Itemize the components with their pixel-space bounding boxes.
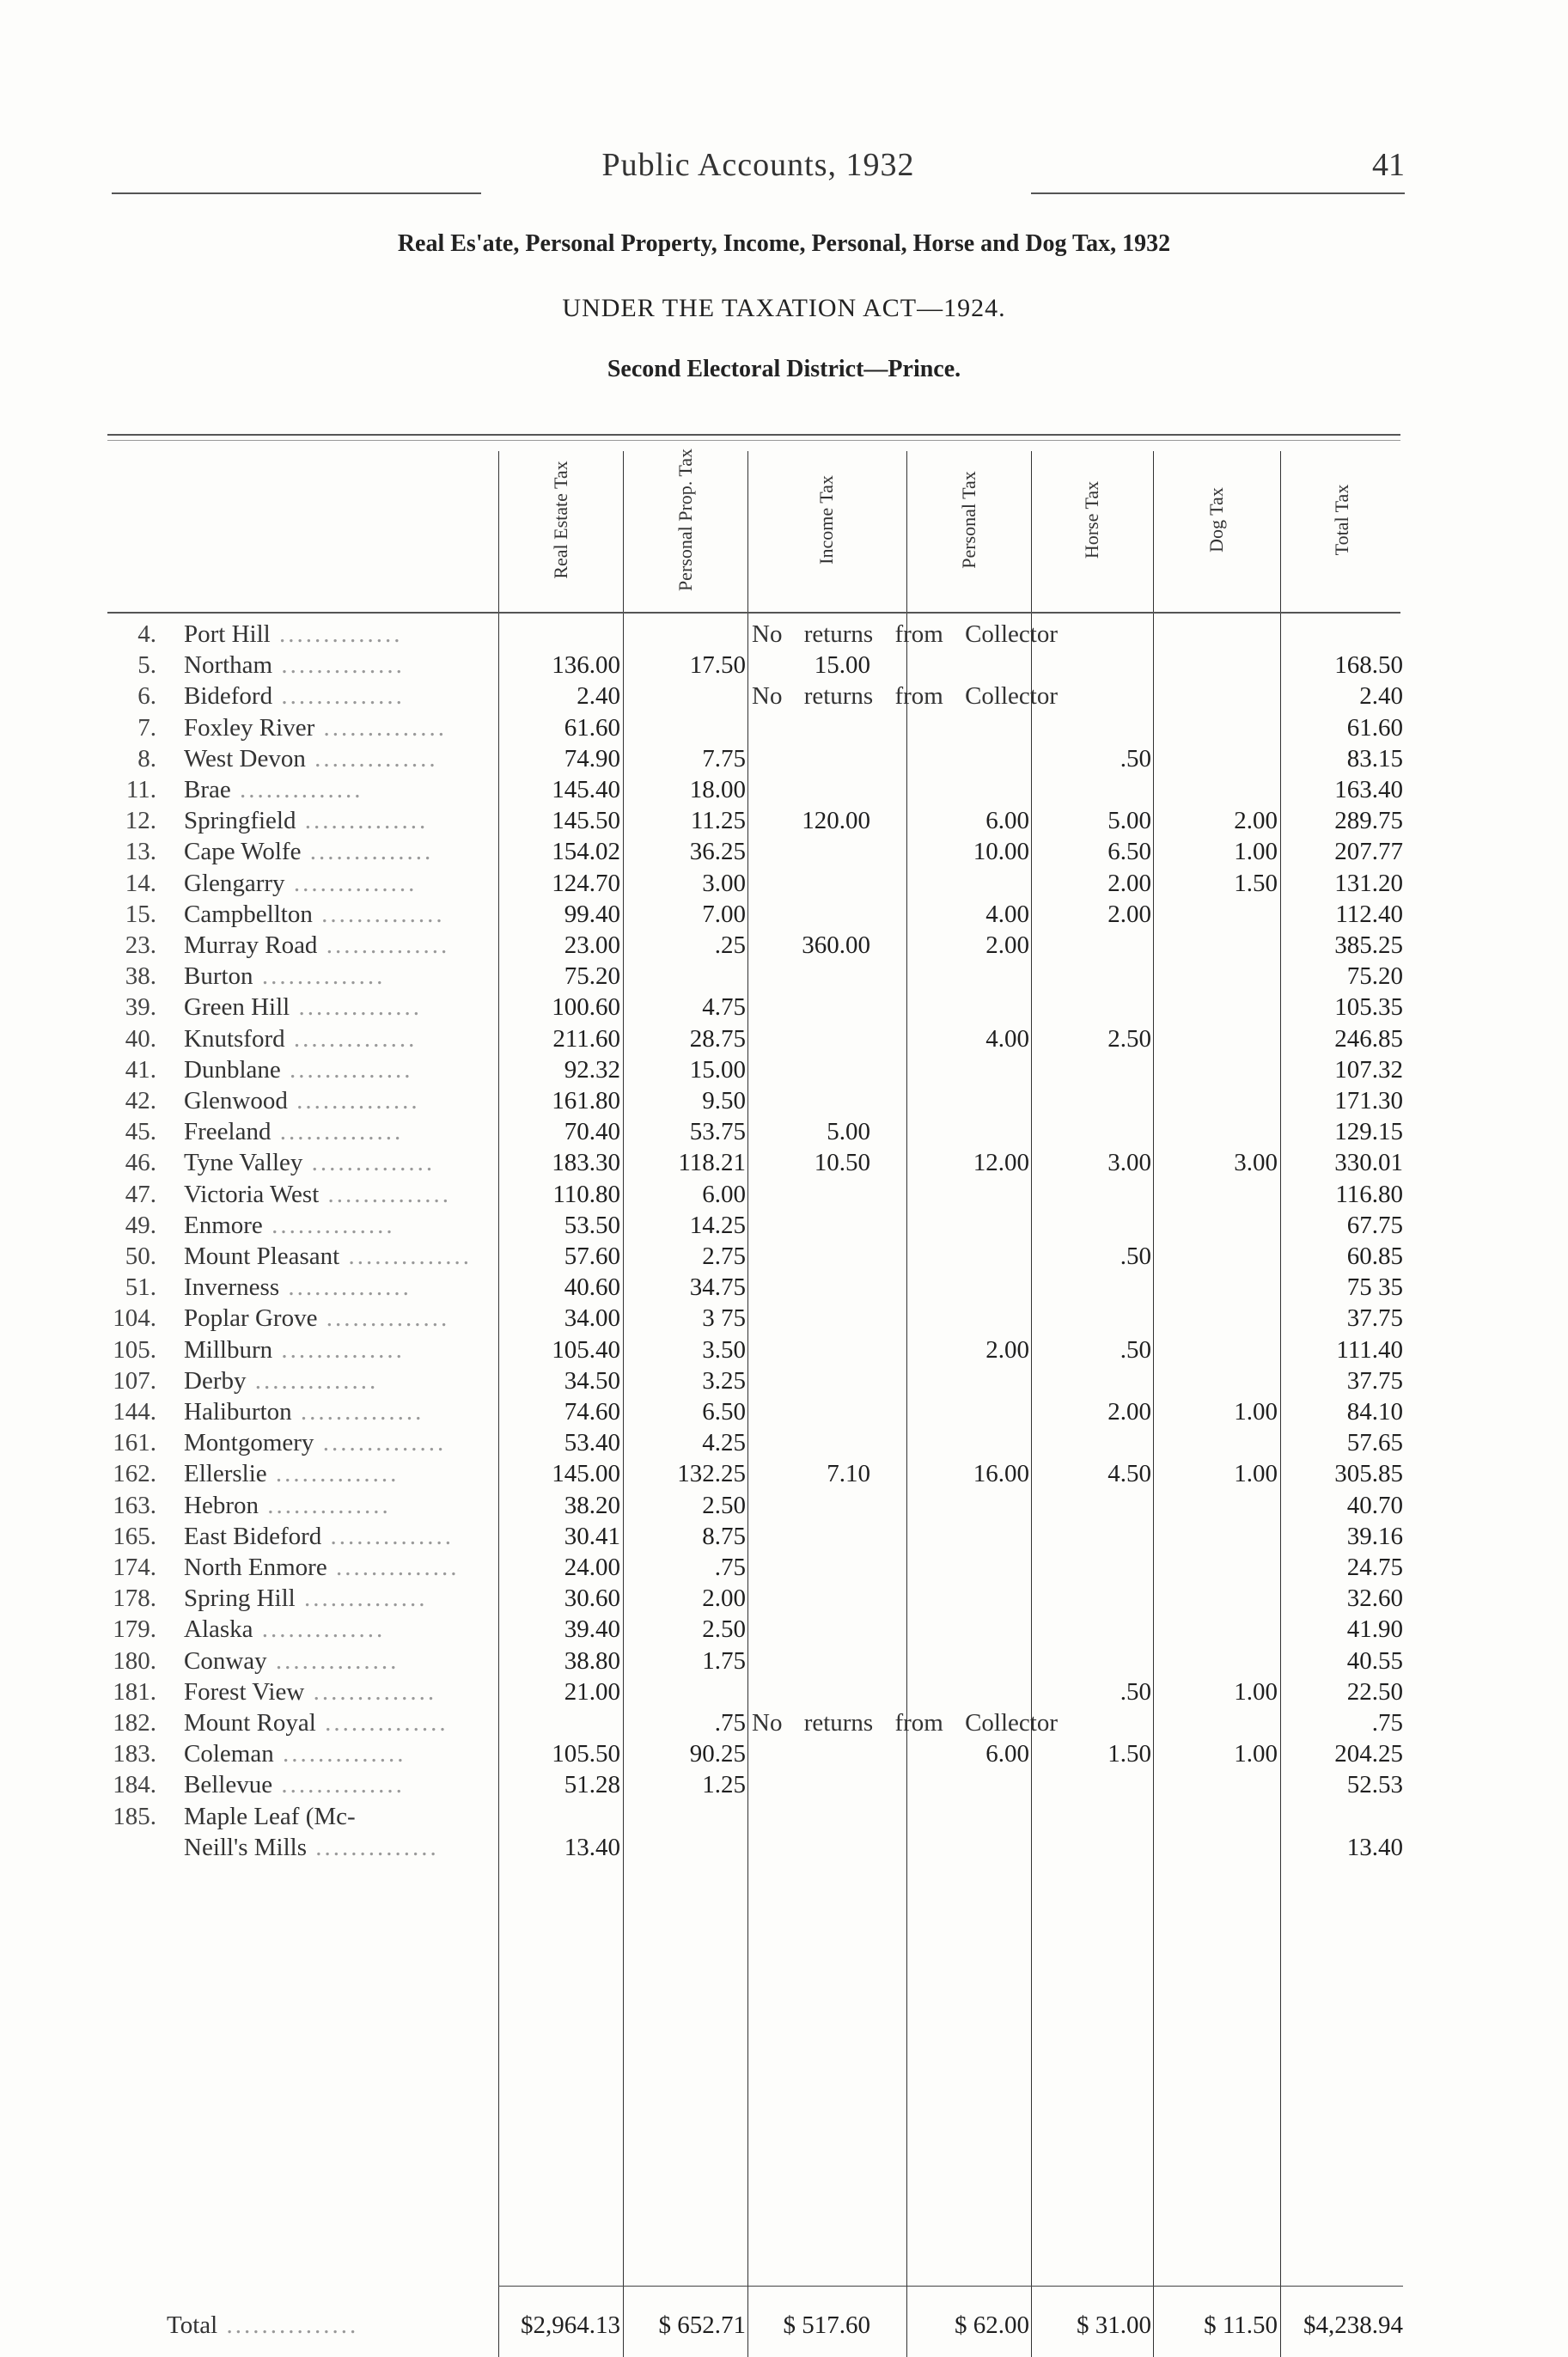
cell-dog: 1.00 <box>1234 1677 1278 1706</box>
cell-pp: 18.00 <box>689 776 746 803</box>
cell-pp: 4.75 <box>702 993 746 1022</box>
cell-pp: 2.50 <box>702 1615 746 1644</box>
table-row <box>0 1832 1568 1863</box>
table-row <box>0 650 1568 681</box>
cell-re: 105.50 <box>552 1740 620 1768</box>
row-number: 105. <box>113 1335 156 1364</box>
row-number: 8. <box>137 744 156 772</box>
cell-pp: 2.75 <box>702 1243 746 1270</box>
table-row <box>0 681 1568 711</box>
table-title: Real Es'ate, Personal Property, Income, Personal, Horse and Dog Tax, 1932 <box>397 230 1171 257</box>
cell-tot: 171.30 <box>1334 1087 1403 1114</box>
cell-tot: 2.40 <box>1359 682 1403 711</box>
table-row <box>0 805 1568 836</box>
district-name: Bideford .............. <box>184 682 405 711</box>
cell-horse: .50 <box>1120 1335 1151 1364</box>
cell-re: 23.00 <box>564 931 620 959</box>
cell-tot: 13.40 <box>1346 1833 1403 1861</box>
totals-rule <box>498 2286 1403 2287</box>
row-number: 23. <box>125 931 156 959</box>
cell-re: 30.41 <box>564 1522 620 1550</box>
district-name: Millburn .............. <box>184 1335 405 1364</box>
row-number: 40. <box>125 1024 156 1053</box>
total-income: $ 517.60 <box>783 2311 870 2339</box>
column-header-dog-tax: Dog Tax <box>1205 487 1227 553</box>
row-number: 7. <box>137 713 156 742</box>
district-name: North Enmore .............. <box>184 1554 460 1581</box>
cell-tot: 289.75 <box>1334 807 1403 835</box>
table-row <box>0 961 1568 992</box>
total-horse: $ 31.00 <box>1077 2311 1151 2339</box>
cell-pers: 2.00 <box>985 931 1029 959</box>
cell-re: 110.80 <box>552 1180 620 1208</box>
row-number: 144. <box>113 1398 156 1426</box>
cell-inc: 120.00 <box>802 807 870 835</box>
cell-horse: 2.00 <box>1107 869 1151 897</box>
cell-re: 2.40 <box>577 682 620 711</box>
row-number: 104. <box>113 1304 156 1333</box>
table-row <box>0 1707 1568 1738</box>
row-number: 50. <box>125 1243 156 1270</box>
row-number: 51. <box>125 1273 156 1302</box>
cell-pers: 6.00 <box>985 1740 1029 1768</box>
cell-pp: .75 <box>714 1709 746 1737</box>
cell-horse: 3.00 <box>1107 1149 1151 1177</box>
cell-horse: 5.00 <box>1107 807 1151 835</box>
cell-inc: 10.50 <box>814 1149 870 1177</box>
cell-re: 161.80 <box>552 1087 620 1114</box>
row-number: 39. <box>125 993 156 1022</box>
cell-pp: 11.25 <box>690 807 746 835</box>
row-number: 183. <box>113 1740 156 1768</box>
district-name: Derby .............. <box>184 1366 379 1395</box>
district-name: Conway .............. <box>184 1646 400 1675</box>
district-name: Springfield .............. <box>184 807 429 835</box>
cell-re: 183.30 <box>552 1149 620 1177</box>
cell-tot: 204.25 <box>1334 1740 1403 1768</box>
table-row <box>0 1583 1568 1614</box>
cell-dog: 2.00 <box>1234 807 1278 835</box>
cell-pp: 17.50 <box>689 651 746 680</box>
row-number: 45. <box>125 1118 156 1146</box>
row-number: 11. <box>125 776 156 803</box>
cell-re: 92.32 <box>564 1055 620 1084</box>
cell-dog: 1.00 <box>1234 1460 1278 1488</box>
header-bottom-rule <box>107 612 1400 614</box>
total-personal-prop: $ 652.71 <box>658 2311 746 2339</box>
table-row <box>0 899 1568 930</box>
cell-tot: 32.60 <box>1346 1585 1403 1613</box>
table-row <box>0 930 1568 961</box>
table-row <box>0 868 1568 899</box>
cell-tot: 57.65 <box>1346 1429 1403 1457</box>
total-total-tax: $4,238.94 <box>1303 2311 1403 2339</box>
cell-horse: 6.50 <box>1107 838 1151 866</box>
cell-tot: 112.40 <box>1335 900 1403 928</box>
cell-pp: 132.25 <box>677 1460 746 1488</box>
cell-tot: 37.75 <box>1346 1366 1403 1395</box>
district-name: Alaska .............. <box>184 1615 386 1644</box>
district-name: Campbellton .............. <box>184 900 445 928</box>
district-name: Enmore .............. <box>184 1211 395 1239</box>
cell-re: 38.20 <box>564 1491 620 1519</box>
row-number: 163. <box>113 1491 156 1519</box>
cell-tot: 61.60 <box>1346 713 1403 742</box>
table-row <box>0 1521 1568 1552</box>
table-row <box>0 1054 1568 1085</box>
cell-pers: 16.00 <box>973 1460 1029 1488</box>
cell-pp: 28.75 <box>689 1024 746 1053</box>
cell-re: 38.80 <box>564 1646 620 1675</box>
cell-pp: 6.50 <box>702 1398 746 1426</box>
cell-pp: 2.50 <box>702 1491 746 1519</box>
cell-pp: 8.75 <box>702 1522 746 1550</box>
row-number: 161. <box>113 1429 156 1457</box>
cell-tot: 207.77 <box>1334 838 1403 866</box>
cell-pp: 3.00 <box>702 869 746 897</box>
cell-re: 21.00 <box>564 1677 620 1706</box>
table-row <box>0 836 1568 867</box>
cell-tot: 41.90 <box>1346 1615 1403 1644</box>
table-row <box>0 992 1568 1023</box>
column-header-real-estate-tax: Real Estate Tax <box>550 461 571 579</box>
district-title: Second Electoral District—Prince. <box>607 356 961 382</box>
district-name: Glenwood .............. <box>184 1087 420 1114</box>
district-name: Foxley River .............. <box>184 713 447 742</box>
cell-inc: 15.00 <box>814 651 870 680</box>
row-number: 49. <box>125 1211 156 1239</box>
row-number: 14. <box>125 869 156 897</box>
cell-pp: 9.50 <box>702 1087 746 1114</box>
row-number: 174. <box>113 1554 156 1581</box>
cell-pp: 15.00 <box>689 1055 746 1084</box>
row-number: 13. <box>125 838 156 866</box>
cell-dog: 1.50 <box>1234 869 1278 897</box>
cell-re: 154.02 <box>552 838 620 866</box>
table-row <box>0 1614 1568 1645</box>
cell-tot: 168.50 <box>1334 651 1403 680</box>
no-returns-note: No returns from Collector <box>752 1709 1059 1737</box>
cell-dog: 1.00 <box>1234 1740 1278 1768</box>
running-title: Public Accounts, 1932 <box>601 147 915 183</box>
row-number: 46. <box>125 1149 156 1177</box>
cell-re: 40.60 <box>564 1273 620 1302</box>
district-name: Forest View .............. <box>184 1677 437 1706</box>
cell-tot: 83.15 <box>1346 744 1403 772</box>
total-personal: $ 62.00 <box>955 2311 1029 2339</box>
cell-tot: 111.40 <box>1336 1335 1403 1364</box>
district-name: Glengarry .............. <box>184 869 418 897</box>
district-name: Port Hill .............. <box>184 620 403 648</box>
cell-re: 39.40 <box>564 1615 620 1644</box>
cell-re: 34.00 <box>564 1304 620 1333</box>
cell-dog: 3.00 <box>1234 1149 1278 1177</box>
district-name: Dunblane .............. <box>184 1055 413 1084</box>
cell-tot: 131.20 <box>1334 869 1403 897</box>
row-number: 185. <box>113 1802 156 1830</box>
cell-tot: 163.40 <box>1334 776 1403 803</box>
district-name: Coleman .............. <box>184 1740 406 1768</box>
row-number: 107. <box>113 1366 156 1395</box>
cell-re: 24.00 <box>564 1554 620 1581</box>
cell-re: 51.28 <box>564 1771 620 1799</box>
cell-pers: 2.00 <box>985 1335 1029 1364</box>
cell-tot: 24.75 <box>1346 1554 1403 1581</box>
table-subtitle: UNDER THE TAXATION ACT—1924. <box>562 294 1006 322</box>
cell-pp: 1.75 <box>702 1646 746 1675</box>
row-number: 12. <box>125 807 156 835</box>
cell-re: 75.20 <box>564 962 620 991</box>
district-name: Haliburton .............. <box>184 1398 424 1426</box>
row-number: 178. <box>113 1585 156 1613</box>
total-real-estate: $2,964.13 <box>521 2311 620 2339</box>
row-number: 180. <box>113 1646 156 1675</box>
cell-inc: 7.10 <box>827 1460 870 1488</box>
row-number: 4. <box>137 620 156 648</box>
cell-re: 34.50 <box>564 1366 620 1395</box>
table-row <box>0 774 1568 805</box>
cell-tot: 129.15 <box>1334 1118 1403 1146</box>
district-name: East Bideford .............. <box>184 1522 455 1550</box>
cell-pp: .75 <box>714 1554 746 1581</box>
cell-tot: 67.75 <box>1346 1211 1403 1239</box>
table-top-rule-thin <box>107 440 1400 441</box>
cell-pers: 6.00 <box>985 807 1029 835</box>
cell-pp: 118.21 <box>678 1149 746 1177</box>
district-name: Mount Royal .............. <box>184 1709 448 1737</box>
district-name: Bellevue .............. <box>184 1771 405 1799</box>
cell-re: 145.50 <box>552 807 620 835</box>
district-name: Maple Leaf (Mc- <box>184 1802 356 1830</box>
table-row <box>0 1179 1568 1210</box>
cell-re: 57.60 <box>564 1243 620 1270</box>
cell-re: 70.40 <box>564 1118 620 1146</box>
cell-tot: 60.85 <box>1346 1243 1403 1270</box>
table-row <box>0 1241 1568 1272</box>
cell-inc: 5.00 <box>827 1118 870 1146</box>
cell-re: 105.40 <box>552 1335 620 1364</box>
table-row <box>0 1801 1568 1832</box>
row-number: 6. <box>137 682 156 711</box>
cell-tot: 52.53 <box>1346 1771 1403 1799</box>
totals-label: Total ............... <box>167 2311 359 2339</box>
cell-dog: 1.00 <box>1234 838 1278 866</box>
table-row <box>0 1769 1568 1800</box>
district-name: Mount Pleasant .............. <box>184 1243 472 1270</box>
row-number: 38. <box>125 962 156 991</box>
table-row <box>0 712 1568 743</box>
district-name: Tyne Valley .............. <box>184 1149 436 1177</box>
cell-tot: 40.55 <box>1346 1646 1403 1675</box>
row-number: 179. <box>113 1615 156 1644</box>
district-name: Green Hill .............. <box>184 993 422 1022</box>
cell-tot: 37.75 <box>1346 1304 1403 1333</box>
table-row <box>0 1490 1568 1521</box>
cell-pp: 7.75 <box>702 744 746 772</box>
cell-tot: .75 <box>1371 1709 1403 1737</box>
cell-re: 53.50 <box>564 1211 620 1239</box>
row-number: 15. <box>125 900 156 928</box>
cell-re: 30.60 <box>564 1585 620 1613</box>
district-name: Knutsford .............. <box>184 1024 418 1053</box>
district-name: Cape Wolfe .............. <box>184 838 434 866</box>
cell-re: 124.70 <box>552 869 620 897</box>
cell-inc: 360.00 <box>802 931 870 959</box>
no-returns-note: No returns from Collector <box>752 620 1059 648</box>
page-header <box>112 146 1405 198</box>
row-number: 182. <box>113 1709 156 1737</box>
cell-pp: 6.00 <box>702 1180 746 1208</box>
cell-re: 145.00 <box>552 1460 620 1488</box>
cell-re: 99.40 <box>564 900 620 928</box>
table-row <box>0 1023 1568 1054</box>
cell-pp: 3.50 <box>702 1335 746 1364</box>
cell-tot: 75 35 <box>1346 1273 1403 1302</box>
cell-pp: .25 <box>714 931 746 959</box>
district-name: Freeland .............. <box>184 1118 404 1146</box>
cell-tot: 75.20 <box>1346 962 1403 991</box>
no-returns-note: No returns from Collector <box>752 682 1059 711</box>
cell-pp: 7.00 <box>702 900 746 928</box>
cell-pp: 3.25 <box>702 1366 746 1395</box>
table-row <box>0 1210 1568 1241</box>
cell-tot: 305.85 <box>1334 1460 1403 1488</box>
district-name: Northam .............. <box>184 651 405 680</box>
column-header-horse-tax: Horse Tax <box>1081 480 1102 559</box>
cell-tot: 84.10 <box>1346 1398 1403 1426</box>
row-number: 181. <box>113 1677 156 1706</box>
district-name: Murray Road .............. <box>184 931 450 959</box>
cell-tot: 107.32 <box>1334 1055 1403 1084</box>
row-number: 41. <box>125 1055 156 1084</box>
district-name: Poplar Grove .............. <box>184 1304 450 1333</box>
row-number: 165. <box>113 1522 156 1550</box>
cell-tot: 22.50 <box>1346 1677 1403 1706</box>
row-number: 47. <box>125 1180 156 1208</box>
cell-pp: 36.25 <box>689 838 746 866</box>
header-rule-left <box>112 192 481 194</box>
cell-re: 100.60 <box>552 993 620 1022</box>
cell-tot: 246.85 <box>1334 1024 1403 1053</box>
cell-horse: 1.50 <box>1107 1740 1151 1768</box>
column-header-total-tax: Total Tax <box>1331 484 1352 556</box>
district-name: West Devon .............. <box>184 744 438 772</box>
cell-horse: .50 <box>1120 1243 1151 1270</box>
table-row <box>0 1676 1568 1707</box>
district-name: Hebron .............. <box>184 1491 391 1519</box>
district-name: Burton .............. <box>184 962 386 991</box>
table-row <box>0 619 1568 650</box>
cell-pp: 14.25 <box>689 1211 746 1239</box>
column-header-personal-tax: Personal Tax <box>958 471 979 569</box>
total-dog: $ 11.50 <box>1204 2311 1278 2339</box>
cell-horse: 4.50 <box>1107 1460 1151 1488</box>
district-name: Brae .............. <box>184 776 363 803</box>
cell-pp: 4.25 <box>702 1429 746 1457</box>
cell-tot: 40.70 <box>1346 1491 1403 1519</box>
cell-pp: 2.00 <box>702 1585 746 1613</box>
district-name: Spring Hill .............. <box>184 1585 428 1613</box>
row-number: 5. <box>137 651 156 680</box>
cell-tot: 330.01 <box>1334 1149 1403 1177</box>
cell-re: 211.60 <box>552 1024 620 1053</box>
table-top-rule <box>107 434 1400 436</box>
cell-tot: 385.25 <box>1334 931 1403 959</box>
cell-re: 53.40 <box>564 1429 620 1457</box>
cell-re: 145.40 <box>552 776 620 803</box>
cell-dog: 1.00 <box>1234 1398 1278 1426</box>
district-name: Victoria West .............. <box>184 1180 452 1208</box>
cell-pers: 12.00 <box>973 1149 1029 1177</box>
district-name: Montgomery .............. <box>184 1429 447 1457</box>
cell-pp: 53.75 <box>689 1118 746 1146</box>
table-row <box>0 1552 1568 1583</box>
cell-horse: .50 <box>1120 1677 1151 1706</box>
totals-row <box>0 2310 1568 2341</box>
cell-pers: 4.00 <box>985 900 1029 928</box>
cell-re: 13.40 <box>564 1833 620 1861</box>
cell-pp: 1.25 <box>702 1771 746 1799</box>
cell-pp: 90.25 <box>689 1740 746 1768</box>
cell-re: 61.60 <box>564 713 620 742</box>
table-row <box>0 1085 1568 1116</box>
cell-horse: .50 <box>1120 744 1151 772</box>
table-row <box>0 1646 1568 1676</box>
table-row <box>0 743 1568 774</box>
district-name: Ellerslie .............. <box>184 1460 400 1488</box>
table-row <box>0 1738 1568 1769</box>
row-number: 184. <box>113 1771 156 1799</box>
cell-tot: 105.35 <box>1334 993 1403 1022</box>
cell-tot: 39.16 <box>1346 1522 1403 1550</box>
cell-re: 74.60 <box>564 1398 620 1426</box>
table-row <box>0 1147 1568 1178</box>
table-row <box>0 1116 1568 1147</box>
cell-horse: 2.50 <box>1107 1024 1151 1053</box>
row-number: 162. <box>113 1460 156 1488</box>
row-number: 42. <box>125 1087 156 1114</box>
district-name: Neill's Mills .............. <box>184 1833 439 1861</box>
column-header-personal-prop-tax: Personal Prop. Tax <box>674 448 696 592</box>
cell-horse: 2.00 <box>1107 900 1151 928</box>
table-row <box>0 1427 1568 1458</box>
cell-re: 74.90 <box>564 744 620 772</box>
page-number: 41 <box>1372 147 1405 183</box>
cell-re: 136.00 <box>552 651 620 680</box>
table-row <box>0 1334 1568 1365</box>
table-row <box>0 1303 1568 1334</box>
cell-pers: 10.00 <box>973 838 1029 866</box>
cell-horse: 2.00 <box>1107 1398 1151 1426</box>
table-row <box>0 1458 1568 1489</box>
table-row <box>0 1396 1568 1427</box>
cell-pp: 34.75 <box>689 1273 746 1302</box>
district-name: Inverness .............. <box>184 1273 412 1302</box>
table-row <box>0 1272 1568 1303</box>
cell-tot: 116.80 <box>1335 1180 1403 1208</box>
header-rule-right <box>1031 192 1405 194</box>
cell-pers: 4.00 <box>985 1024 1029 1053</box>
cell-pp: 3 75 <box>702 1304 746 1333</box>
column-header-income-tax: Income Tax <box>815 475 837 565</box>
table-row <box>0 1365 1568 1396</box>
